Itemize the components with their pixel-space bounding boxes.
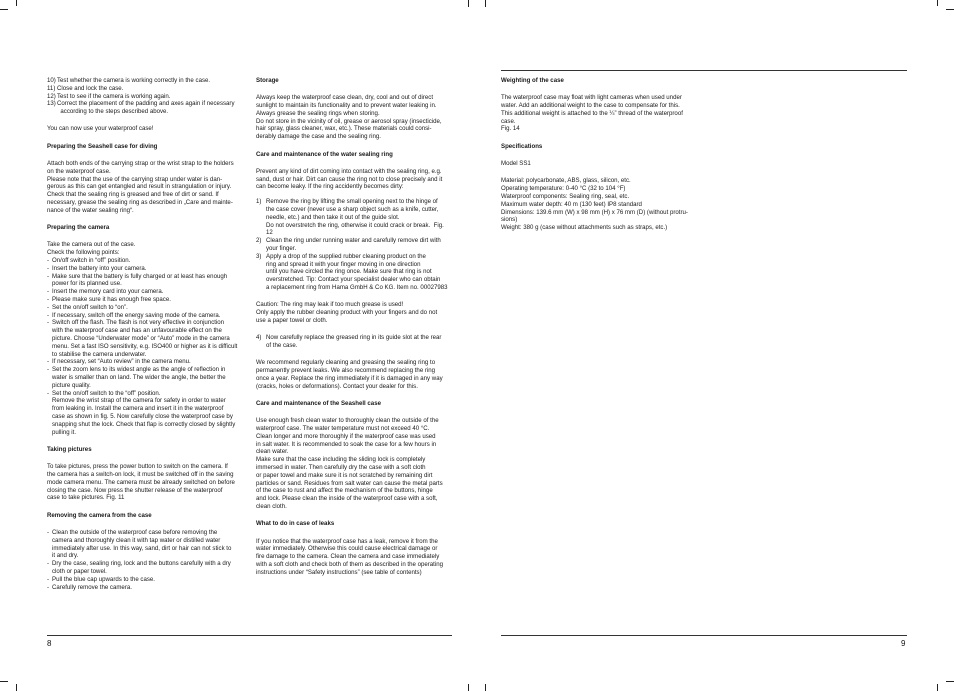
section-heading: Removing the camera from the case xyxy=(47,511,152,519)
right-column xyxy=(501,77,701,232)
spec-components: Waterproof components: Sealing ring, seal, etc. xyxy=(501,192,630,200)
spec-temperature: Operating temperature: 0-40 °C (32 to 104 °F) xyxy=(501,185,626,193)
header-rule xyxy=(501,70,907,71)
left-column-b xyxy=(256,77,456,577)
list-item: - Insert the battery into your camera. xyxy=(47,264,147,272)
list-item: - Clean the outside of the waterproof case before removing the camera and thoroughly clean it with tap water or distilled water immediately after use. In this way, sand, dirt or hair can not stick to it and dry. xyxy=(47,528,232,560)
crop-mark xyxy=(0,9,8,10)
section-heading: Preparing the Seashell case for diving xyxy=(47,142,158,150)
list-item: - Set the on/off switch to the “off” position. Remove the wrist strap of the camera for safety in order to water from leaking in. Install the camera and insert it in the waterproof case as shown in fig. 5. Now carefully close the waterproof case by snapping shut the lock. Check that flap is correctly closed by slightly pulling it. xyxy=(47,389,236,436)
list-item: - If necessary, set “Auto review” in the camera menu. xyxy=(47,358,191,366)
list-item: - Set the on/off switch to “on”. xyxy=(47,303,128,311)
paragraph: Make sure that the case including the sliding lock is completely immersed in water. Then carefully dry the case with a soft cloth or paper towel and make sure it is not scratched by remaining dirt particles or sand. Residues from salt water can cause the metal parts of the case to rust and affect the mechanism of the buttons, hinge and lock. Please clean the inside of the waterproof case with a soft, clean cloth. xyxy=(256,456,443,511)
crop-mark xyxy=(946,9,954,10)
footer-rule-left xyxy=(47,635,452,636)
center-fold-mark xyxy=(468,684,469,691)
crop-mark xyxy=(946,681,954,682)
step: 4) Now carefully replace the greased ring in its guide slot at the rear of the case. xyxy=(256,334,442,350)
list-item: - On/off switch in “off” position. xyxy=(47,257,131,265)
paragraph: To take pictures, press the power button to switch on the camera. If the camera has a switch-on lock, it must be switched off in the saving mode camera menu. The camera must be already switched on before closing the case. Now press the shutter release of the waterproof case to take pictures. Fig. 11 xyxy=(47,463,235,502)
step: 11) Close and lock the case. xyxy=(47,84,124,92)
paragraph: Attach both ends of the carrying strap or the wrist strap to the holders on the waterproof case. xyxy=(47,160,234,175)
list-item: - Set the zoom lens to its widest angle as the angle of reflection in water is smaller than on land. The wider the angle, the better the picture quality. xyxy=(47,366,226,389)
section-heading: Taking pictures xyxy=(47,445,92,453)
paragraph: Prevent any kind of dirt coming into contact with the sealing ring, e.g. sand, dust or hair. Dirt can cause the ring not to close precisely and it can become leaky. If the ring accidently becomes dirty: xyxy=(256,167,443,191)
page-number-right: 9 xyxy=(901,639,906,648)
list-item: - If necessary, switch off the energy saving mode of the camera. xyxy=(47,311,221,319)
footer-rule-right xyxy=(501,635,907,636)
paragraph: Please note that the use of the carrying strap under water is dan- gerous as this can get entangled and result in strangulation or injury. xyxy=(47,175,232,191)
crop-mark xyxy=(16,0,17,6)
list-item: - Carefully remove the camera. xyxy=(47,583,132,591)
crop-mark xyxy=(937,0,938,6)
section-heading: Care and maintenance of the water sealing ring xyxy=(256,150,393,158)
crop-mark xyxy=(937,684,938,691)
figure-reference: Fig. 14 xyxy=(501,125,520,133)
section-heading: Preparing the camera xyxy=(47,224,110,232)
ready-message: You can now use your waterproof case! xyxy=(47,125,154,133)
crop-mark xyxy=(0,681,8,682)
step: 13) Correct the placement of the padding and axes again if necessary according to the steps described above. xyxy=(47,100,235,116)
paragraph: Only apply the rubber cleaning product with your fingers and do not use a paper towel or cloth. xyxy=(256,309,438,324)
page-number-left: 8 xyxy=(47,639,52,648)
center-fold-mark xyxy=(485,0,486,7)
paragraph: If you notice that the waterproof case has a leak, remove it from the water immediately. Otherwise this could cause electrical damage or fire damage to the camera. Clean the camera and case immediately with a soft cloth and check both of them as described in the operating instructions under “Safety instructions” (see table of contents) xyxy=(256,537,443,576)
section-heading: Weighting of the case xyxy=(501,77,564,84)
section-heading: Specifications xyxy=(501,142,543,150)
paragraph: Take the camera out of the case. xyxy=(47,241,136,249)
list-item: - Make sure that the battery is fully charged or at least has enough power for its planned use. xyxy=(47,272,228,288)
list-item: - Insert the memory card into your camera. xyxy=(47,288,164,296)
section-heading: What to do in case of leaks xyxy=(256,520,335,528)
step: 2) Clean the ring under running water and carefully remove dirt with your finger. xyxy=(256,237,441,253)
section-heading: Storage xyxy=(256,77,279,84)
paragraph: Use enough fresh clean water to thoroughly clean the outside of the waterproof case. The water temperature must not exceed 40 °C. xyxy=(256,417,439,433)
list-item: - Pull the blue cap upwards to the case. xyxy=(47,575,155,583)
step: 10) Test whether the camera is working correctly in the case. xyxy=(47,77,211,84)
section-heading: Care and maintenance of the Seashell case xyxy=(256,400,381,407)
spec-model: Model SS1 xyxy=(501,160,531,168)
spec-weight: Weight: 380 g (case without attachments such as straps, etc.) xyxy=(501,224,668,232)
list-item: - Switch off the flash. The flash is not very effective in conjunction with the waterproof case and has an unfavourable effect on the picture. Choose “Underwater mode” or “Auto” mode in the camera menu. Set a fast ISO sensitivity, e.g. ISO400 or higher as it is difficult to stabilise the camera underwater. xyxy=(47,319,238,358)
center-fold-mark xyxy=(485,684,486,691)
step: 1) Remove the ring by lifting the small opening next to the hinge of the case cover (never use a sharp object such as a knife, cutter, needle, etc.) and then take it out of the guide slot. Do not overstretch the ring, otherwise it could crack or break. Fig. 12 xyxy=(256,198,444,237)
paragraph: Always keep the waterproof case clean, dry, cool and out of direct sunlight to maintain its functionality and to prevent water leaking in. Always grease the sealing rings when storing. xyxy=(256,94,437,117)
paragraph: Do not store in the vicinity of oil, grease or aerosol spray (insecticide, hair spray, glass cleaner, wax, etc.). These materials could consi- derably damage the case and the sealing ring. xyxy=(256,117,442,141)
left-column-a xyxy=(47,77,252,591)
step: 3) Apply a drop of the supplied rubber cleaning product on the ring and spread it with your finger moving in one direction until you have circled the ring once. Make sure that ring is not overstretched. Tip: Contact your specialist dealer who can obtain a replacement ring from Hama GmbH & Co KG. Item no. 00027983 xyxy=(256,252,448,292)
paragraph: Check the following points: xyxy=(47,249,120,257)
step: 12) Test to see if the camera is working again. xyxy=(47,92,171,100)
spec-material: Material: polycarbonate, ABS, glass, silicon, etc. xyxy=(501,177,631,185)
caution-note: Caution: The ring may leak if too much grease is used! xyxy=(256,301,404,309)
crop-mark xyxy=(16,684,17,691)
spec-dimensions: Dimensions: 139.6 mm (W) x 98 mm (H) x 76 mm (D) (without protru- sions) xyxy=(501,208,688,224)
list-item: - Please make sure it has enough free space. xyxy=(47,296,171,304)
list-item: - Dry the case, sealing ring, lock and the buttons carefully with a dry cloth or paper towel. xyxy=(47,560,231,575)
paragraph: Check that the sealing ring is greased and free of dirt or sand. If necessary, grease the sealing ring as described in „Care and mainte- nance of the water sealing ring“. xyxy=(47,191,233,214)
paragraph: Clean longer and more thoroughly if the waterproof case was used in salt water. It is recommended to soak the case for a few hours in clean water. xyxy=(256,432,437,456)
paragraph: The waterproof case may float with light cameras when used under water. Add an additional weight to the case to compensate for this. This additional weight is attached to the ¼” thread of the waterproof case. xyxy=(501,94,683,125)
center-fold-mark xyxy=(468,0,469,7)
paragraph: We recommend regularly cleaning and greasing the sealing ring to permanently prevent leaks. We also recommend replacing the ring once a year. Replace the ring immediately if it is damaged in any way (cracks, holes or deformations). Contact your dealer for this. xyxy=(256,359,443,390)
spec-depth: Maximum water depth: 40 m (130 feet) IP8 standard xyxy=(501,200,642,208)
